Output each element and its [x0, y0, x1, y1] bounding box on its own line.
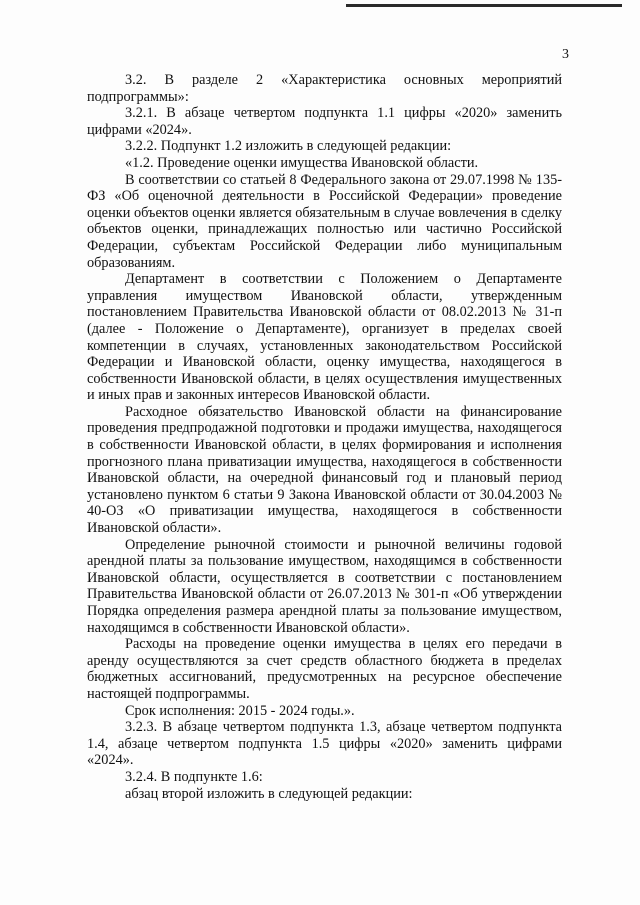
paragraph-section-3-2: 3.2. В разделе 2 «Характеристика основных мероприятий подпрограммы»:	[87, 72, 562, 105]
document-body	[87, 72, 562, 802]
paragraph-3-2-2: 3.2.2. Подпункт 1.2 изложить в следующей редакции:	[125, 138, 452, 155]
top-border-line	[346, 4, 622, 7]
paragraph-department: Департамент в соответствии с Положением о Департаменте управления имуществом Ивановской области, утвержденным постановлением Правительства Ивановской области от 08.02.2013 № 31-п (далее - Положение о Департаменте), организует в пределах своей компетенции в случаях, установленных законодательством Российской Федерации и Ивановской области, оценку имущества, находящегося в собственности Ивановской области, в целях осуществления имущественных и иных прав и законных интересов Ивановской области.	[87, 271, 562, 404]
page-number: 3	[562, 47, 569, 62]
paragraph-1-2-heading: «1.2. Проведение оценки имущества Ивановской области.	[125, 154, 479, 171]
paragraph-deadline: Срок исполнения: 2015 - 2024 годы.».	[125, 702, 355, 719]
paragraph-expense-obligation: Расходное обязательство Ивановской области на финансирование проведения предпродажной подготовки и продажи имущества, находящегося в собственности Ивановской области, в целях формирования и исполнения прогнозного плана приватизации имущества, находящегося в собственности Ивановской области, на очередной финансовый год и плановый период установлено пунктом 6 статьи 9 Закона Ивановской области от 30.04.2003 № 40-ОЗ «О приватизации имущества, находящегося в собственности Ивановской области».	[87, 403, 562, 537]
paragraph-second-abzac: абзац второй изложить в следующей редакции:	[125, 785, 413, 802]
paragraph-3-2-4: 3.2.4. В подпункте 1.6:	[125, 768, 263, 785]
paragraph-3-2-1: 3.2.1. В абзаце четвертом подпункта 1.1 цифры «2020» заменить цифрами «2024».	[87, 105, 562, 138]
paragraph-federal-law: В соответствии со статьей 8 Федерального закона от 29.07.1998 № 135-ФЗ «Об оценочной деятельности в Российской Федерации» проведение оценки объектов оценки является обязательным в случае вовлечения в сделку объектов оценки, принадлежащих полностью или частично Российской Федерации, субъектам Российской Федерации либо муниципальным образованиям.	[87, 171, 562, 271]
paragraph-evaluation-expenses: Расходы на проведение оценки имущества в целях его передачи в аренду осуществляются за счет средств областного бюджета в пределах бюджетных ассигнований, предусмотренных на ресурсное обеспечение настоящей подпрограммы.	[87, 636, 562, 702]
paragraph-3-2-3: 3.2.3. В абзаце четвертом подпункта 1.3, абзаце четвертом подпункта 1.4, абзаце четвертом подпункта 1.5 цифры «2020» заменить цифрами «2024».	[87, 719, 562, 769]
paragraph-market-value: Определение рыночной стоимости и рыночной величины годовой арендной платы за пользование имуществом, находящимся в собственности Ивановской области, осуществляется в соответствии с постановлением Правительства Ивановской области от 26.07.2013 № 301-п «Об утверждении Порядка определения размера арендной платы за пользование имуществом, находящимся в собственности Ивановской области».	[87, 536, 562, 636]
